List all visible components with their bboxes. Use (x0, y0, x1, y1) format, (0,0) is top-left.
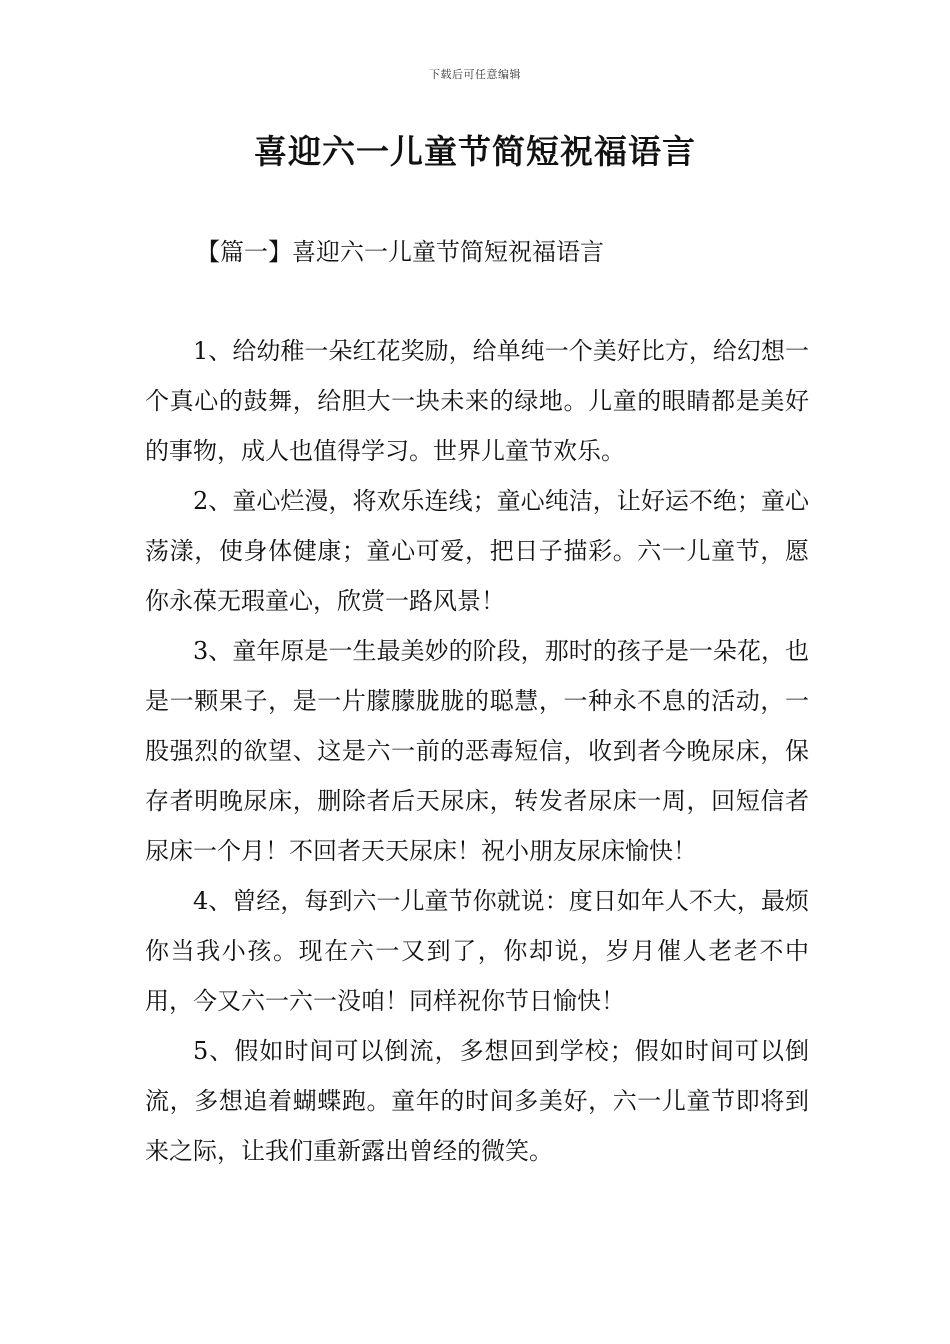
header-note: 下载后可任意编辑 (429, 68, 521, 81)
section-heading: 【篇一】喜迎六一儿童节简短祝福语言 (196, 238, 604, 266)
paragraph-5: 5、假如时间可以倒流，多想回到学校；假如时间可以倒流，多想追着蝴蝶跑。童年的时间多美好，六一儿童节即将到来之际，让我们重新露出曾经的微笑。 (145, 1037, 809, 1165)
paragraph-4: 4、曾经，每到六一儿童节你就说：度日如年人不大，最烦你当我小孩。现在六一又到了，你却说，岁月催人老老不中用，今又六一六一没咱！同样祝你节日愉快！ (145, 887, 809, 1015)
document-body (145, 326, 809, 1176)
paragraph-3: 3、童年原是一生最美妙的阶段，那时的孩子是一朵花，也是一颗果子，是一片朦朦胧胧的聪慧，一种永不息的活动，一股强烈的欲望、这是六一前的恶毒短信，收到者今晚尿床，保存者明晚尿床，删除者后天尿床，转发者尿床一周，回短信者尿床一个月！不回者天天尿床！祝小朋友尿床愉快！ (145, 637, 809, 865)
paragraph-2: 2、童心烂漫，将欢乐连线；童心纯洁，让好运不绝；童心荡漾，使身体健康；童心可爱，把日子描彩。六一儿童节，愿你永葆无瑕童心，欣赏一路风景！ (145, 487, 809, 615)
document-title: 喜迎六一儿童节简短祝福语言 (254, 132, 696, 171)
paragraph-1: 1、给幼稚一朵红花奖励，给单纯一个美好比方，给幻想一个真心的鼓舞，给胆大一块未来的绿地。儿童的眼睛都是美好的事物，成人也值得学习。世界儿童节欢乐。 (145, 337, 809, 465)
